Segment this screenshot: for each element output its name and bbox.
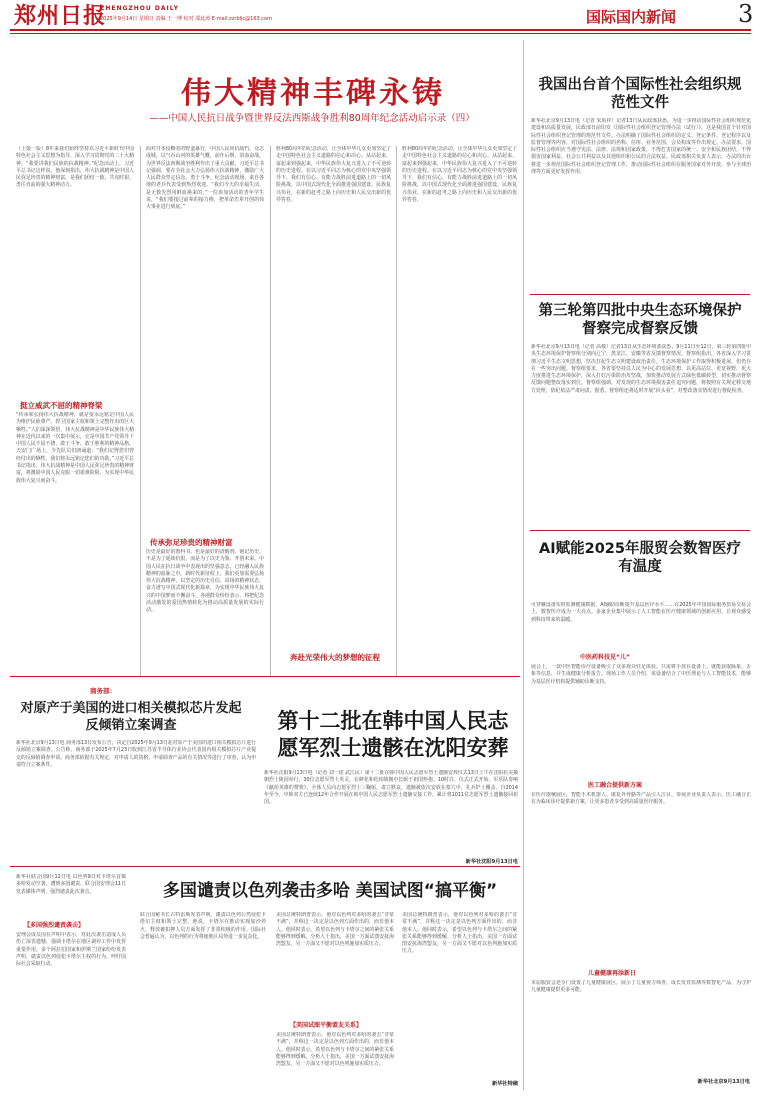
main-column-4: 胜利80周年的纪念活动，让全体中华儿女更加坚定了走中国特色社会主义道路的信心和决心。从站起来、富起来到强起来，中华民族伟大复兴进入了不可逆转的历史进程。在以习近平同志为核心的党中央坚强领导下，我们有信心、有能力战胜前进道路上的一切风险挑战，以中国式现代化全面推进强国建设、民族复兴伟业，在新的赶考之路上向历史和人民交出新的优异答卷。 <box>402 146 517 204</box>
main-subhead-3: 奔赴光荣伟大的梦想的征程 <box>290 653 380 662</box>
section-rule <box>530 530 750 531</box>
main-headline: 伟大精神丰碑永铸 <box>181 76 445 111</box>
column-rule <box>396 146 397 676</box>
main-column-3: 胜利80周年的纪念活动，让全体中华儿女更加坚定了走中国特色社会主义道路的信心和决心。从站起来、富起来到强起来，中华民族伟大复兴进入了不可逆转的历史进程。在以习近平同志为核心的党中央坚强领导下，我们有信心、有能力战胜前进道路上的一切风险挑战，以中国式现代化全面推进强国建设、民族复兴伟业，在新的赶考之路上向历史和人民交出新的优异答卷。 <box>276 146 391 204</box>
bottom-body-2: 联合国秘书长古特雷斯发表声明，谴责以色列公然侵犯卡塔尔主权和领土完整。他说，卡塔尔在推动实现加沙停火、释放被扣押人员方面发挥了非常积极的作用。国际社会普遍认为，以色列的行为将使地区局势进一步复杂化。 <box>140 912 266 940</box>
section-rule <box>10 676 520 677</box>
main-column-2: 面对日本侵略者的野蛮暴行，中国人民同仇敌忾、众志成城，以气吞山河的英雄气概，前仆后继、浴血奋战，为世界反法西斯战争胜利作出了重大贡献。习近平总书记强调，要在全社会大力弘扬伟大抗战精神，激励广大人民群众坚定信念、勇于斗争。纪念活动现场，来自各地的老兵代表受到热烈欢迎。“我们今天的幸福生活，是无数先烈用鲜血换来的。”一位参加活动的青年学生说，“我们要接过前辈的接力棒，把革命先辈开创的伟大事业进行到底。” <box>146 146 264 211</box>
right-bot-body-1: 展会上，一款中医智能诊疗设备吸引了众多观众驻足体验。只需将手放在设备上，就能获取脉象、舌象等信息，并生成健康分析报告。现场工作人员介绍，该设备结合了中医理论与人工智能技术，能够为基层医疗机构提供辅助诊断支持。 <box>531 664 751 685</box>
right-bot-subhead-2: 医工融合提供新方案 <box>588 782 643 789</box>
right-bot-body-3: 本届服贸会还专门设置了儿童健康展区，展示了儿童视力筛查、成长发育监测等数智化产品，为守护儿童健康提供更多可能。 <box>531 980 751 994</box>
main-column-1 <box>16 146 134 394</box>
inset-headline: 对原产于美国的进口相关模拟芯片发起反倾销立案调查 <box>20 701 242 733</box>
section-rule <box>530 294 750 295</box>
right-bot-headline: AI赋能2025年服贸会数智医疗有温度 <box>539 541 741 575</box>
bottom-body-3a: 美国总统特朗普表示，他对以色列对多哈的袭击“非常不满”，并称这一决定是以色列方面作出的，而非他本人。他同时表示，希望以色列与卡塔尔之间的紧张关系能够得到缓解。分析人士指出，美国一方面试图安抚海湾盟友，另一方面又不愿对以色列施加实质压力。 <box>276 912 394 948</box>
right-top-headline: 我国出台首个国际性社会组织规范性文件 <box>538 77 742 111</box>
main-subhead-2: 传承弥足珍贵的精神财富 <box>150 538 233 547</box>
bottom-intro: 新华社联合国9月12日电 以色列9日对卡塔尔首都多哈发动空袭，遭到多国谴责。联合国安理会11日发表媒体声明，强烈谴责此次袭击。 <box>16 874 126 895</box>
bottom-author: 新华社特稿 <box>492 1081 518 1087</box>
right-mid-headline: 第三轮第四批中央生态环境保护督察完成督察反馈 <box>538 303 742 337</box>
main-subhead-1: 挺立威武不屈的精神脊梁 <box>20 401 103 410</box>
inset-body: 新华社北京9月13日电 商务部13日发布公告，决定自2025年9月13日起对原产于美国的进口相关模拟芯片进行反倾销立案调查。公告称，商务部于2025年7月23日收到江苏省半导体行业协会代表国内相关模拟芯片产业提交的反倾销调查申请。商务部依据有关规定，对申请人的资格、申请调查产品的有关情况等进行了审查，认为申请符合立案条件。 <box>16 740 256 768</box>
section-title: 国际国内新闻 <box>586 8 677 26</box>
right-bot-body-2: 在医疗器械展区，智能手术机器人、康复外骨骼等产品引人注目。参展企业负责人表示，医工融合正在为临床诊疗提供新方案，让更多患者享受到高质量医疗服务。 <box>531 792 751 806</box>
column-rule <box>270 146 271 676</box>
dateline: 2025年9月14日 星期日 责编 王一博 校对 邵此涛 E-mail:zzrbljc@163.com <box>100 16 272 22</box>
bottom-body-1: 安理会成员国在声明中表示，对此次袭击造成人员伤亡深表遗憾，强调卡塔尔在地区调停工作中发挥重要作用。多个阿拉伯国家和伊斯兰国家纷纷发表声明，谴责以色列侵犯卡塔尔主权的行为，呼吁国际社会采取行动。 <box>16 932 126 968</box>
right-bot-author: 新华社北京9月13日电 <box>697 1079 750 1085</box>
korea-author: 新华社沈阳9月13日电 <box>465 859 518 865</box>
korea-body: 新华社沈阳9月13日电（记者 刘一诺 武江民）第十二批在韩中国人民志愿军烈士遗骸安葬仪式13日上午在沈阳抗美援朝烈士陵园举行。30位志愿军烈士英灵，在鲜花和松柏簇拥中长眠于祖国怀抱。10时许，仪式正式开始。军乐队奏响《献给英雄的赞歌》。全体人员向志愿军烈士三鞠躬，肃立默哀。遗骸被依次安放在墓穴中，礼兵铲土覆盖。自2014年至今，中韩双方已连续12年合作开展在韩中国人民志愿军烈士遗骸交接工作，累计将1011位志愿军烈士遗骸接回祖国。 <box>264 770 518 806</box>
masthead-rule <box>10 29 751 31</box>
page-number: 3 <box>738 0 754 28</box>
right-bot-subhead-1: 中医药科技见“儿” <box>580 654 630 661</box>
column-rule <box>523 40 524 1090</box>
main-intro: （上接一版）8年来我们始终坚持以习近平新时代中国特色社会主义思想为指导，深入学习贯彻党的二十大精神。“我要讲我们民族的抗战精神。”纪念活动上，习近平总书记这样说。他深刻指出，伟大抗战精神是中国人民弥足珍贵的精神财富，是我们团结一致、共克时艰、勇往直前的强大精神动力。 <box>16 146 134 189</box>
bottom-subhead-1: 【多国强烈谴责袭击】 <box>24 922 85 929</box>
main-subheadline: ——中国人民抗日战争暨世界反法西斯战争胜利80周年纪念活动启示录（四） <box>149 113 475 124</box>
inset-label: 商务部： <box>90 687 116 695</box>
main-column-1b: “传承和弘扬伟大抗战精神，就是要永远铭记中国人民为维护民族尊严、捍卫国家主权和领土完整作出的巨大牺牲。”人们深深领悟，伟大抗战精神是中华民族伟大精神在近代以来的一次集中展示，它是中国共产党领导下中国人民不屈不挠、敢于斗争、敢于胜利的精神品格。天安门广场上，少先队员们朗诵道：“我们记得您们曾经付出的牺牲，我们将永远铭记您们的功勋。”习近平总书记指出，伟大抗战精神是中国人民弥足珍贵的精神财富，将激励中国人民克服一切艰难险阻、为实现中华民族伟大复兴而奋斗。 <box>16 412 134 484</box>
newspaper-logo-english: ZHENGZHOU DAILY <box>100 5 179 12</box>
bottom-subhead-2: 【美国试图平衡盟友关系】 <box>290 1022 363 1029</box>
bottom-body-3b: 美国总统特朗普表示，他对以色列对多哈的袭击“非常不满”，并称这一决定是以色列方面作出的，而非他本人。他同时表示，希望以色列与卡塔尔之间的紧张关系能够得到缓解。分析人士指出，美国一方面试图安抚海湾盟友，另一方面又不愿对以色列施加实质压力。 <box>276 1032 394 1068</box>
newspaper-logo: 郑州日报 <box>14 3 107 29</box>
bottom-headline: 多国谴责以色列袭击多哈 美国试图“搞平衡” <box>162 881 498 901</box>
section-rule <box>10 866 520 867</box>
masthead-rule-thin <box>10 33 751 34</box>
right-top-body: 新华社北京9月13日电（记者 朱禹祥）记者13日从民政部获悉，为进一步推动国际性社会组织规范化建设和高质量发展，民政部日前印发《国际性社会组织登记管理办法（试行）》，这是我国首个针对国际性社会组织登记管理的规范性文件。办法明确了国际性社会组织的定义、登记条件、登记程序以及监督管理等内容，对国际性社会组织的名称、住所、业务范围、会员构成等作出规定。办法要求，国际性社会组织应当遵守宪法、法律、法规和国家政策，不得危害国家的统一、安全和民族团结，不得损害国家利益、社会公共利益以及其他组织和公民的合法权益。民政部相关负责人表示，办法的出台将进一步规范国际性社会组织登记管理工作，推动国际性社会组织在服务国家对外开放、参与全球治理等方面更好发挥作用。 <box>531 118 751 176</box>
right-bot-subhead-3: 儿童健康再添新日 <box>588 970 637 977</box>
bottom-body-4: 美国总统特朗普表示，他对以色列对多哈的袭击“非常不满”，并称这一决定是以色列方面作出的，而非他本人。他同时表示，希望以色列与卡塔尔之间的紧张关系能够得到缓解。分析人士指出，美国一方面试图安抚海湾盟友，另一方面又不愿对以色列施加实质压力。 <box>402 912 517 955</box>
right-mid-body: 新华社北京9月13日电（记者 高敬）记者13日从生态环境部获悉，9月11日至12日，第三轮第四批中央生态环境保护督察组分别向辽宁、黑龙江、安徽等省反馈督察情况。督察组指出，各省深入学习贯彻习近平生态文明思想，坚决扛起生态文明建设政治责任，生态环境保护工作取得积极进展，但仍存在一些突出问题。督察组要求，各省要坚持以人民为中心的发展思想，以更高站位、更宽视野、更大力度推进生态环境保护，深入打好污染防治攻坚战，加快推动发展方式绿色低碳转型，切实推动督察反馈问题整改落实到位。督察组强调，对发现的生态环境损害责任追究问题，将按照有关规定移交地方处理，依纪依法严肃问责。据悉，督察组还将适时开展“回头看”，对整改落实情况进行督促检查。 <box>531 344 751 394</box>
main-column-2b: 历史是最好的教科书，也是最好的清醒剂。铭记历史，不是为了延续仇恨，而是为了以史为鉴、开创未来。中国人民在抗日战争中表现出的坚强意志，已经融入民族精神的血脉之中。新时代新征程上，我们更加需要弘扬伟大抗战精神，以坚定的历史自信、昂扬的精神状态，奋力谱写中国式现代化新篇章，为实现中华民族伟大复兴的中国梦而不懈奋斗。各地群众纷纷表示，将把纪念活动激发的爱国热情转化为推动高质量发展的实际行动。 <box>146 549 264 614</box>
korea-headline: 第十二批在韩中国人民志愿军烈士遗骸在沈阳安葬 <box>277 709 509 760</box>
column-rule <box>140 146 141 676</box>
right-bot-intro: 可穿戴设备实时监测健康数据，AI辅助诊断提升基层医疗水平……在2025年中国国际服务贸易交易会上，数智医疗成为一大亮点。多家企业集中展示了人工智能在医疗健康领域的创新应用，让观众感受到科技带来的温暖。 <box>531 602 751 623</box>
